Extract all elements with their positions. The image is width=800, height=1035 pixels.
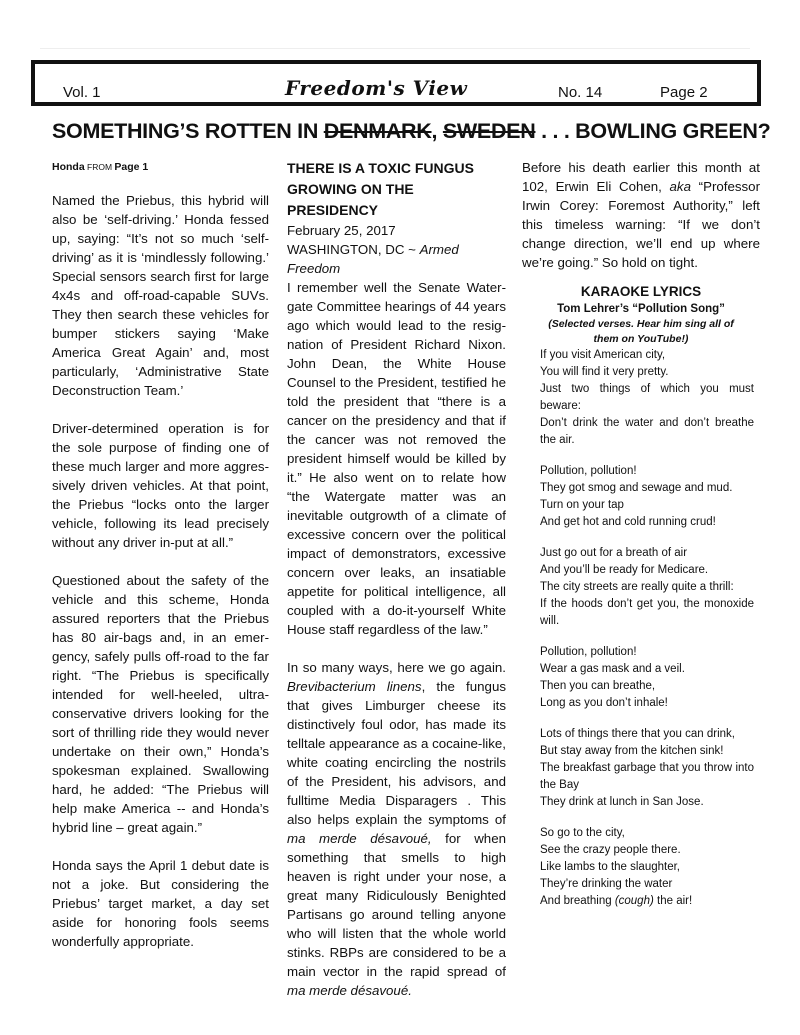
lyrics-stanza <box>540 825 754 910</box>
lyric-line: Long as you don’t inhale! <box>540 697 668 709</box>
lyric-line: And get hot and cold running crud! <box>540 516 716 528</box>
headline-separator: , <box>431 119 443 143</box>
lyric-line: Wear a gas mask and a veil. <box>540 663 685 675</box>
article-date: February 25, 2017 <box>287 223 396 238</box>
lyric-line: If you visit American city, <box>540 349 666 361</box>
lyrics-stanza <box>540 463 754 531</box>
dateline-source: Armed Freedom <box>287 242 459 276</box>
lyric-line: Pollution, pollution! <box>540 465 637 477</box>
article-dateline <box>287 240 506 278</box>
text-run: for when something that smells to high heaven is right under your nose, a great many Ridiculously Benighted Partisans go around telling anyone who will listen that the whole world stinks. RBPs are considered to be a main vector in the rapid spread of <box>287 831 506 979</box>
italic-run: (cough) <box>614 895 654 907</box>
lyric-line: Don’t drink the water and don’t breathe the air. <box>540 417 754 446</box>
italic-run: Brevibacterium linens <box>287 679 422 694</box>
article-paragraph-2 <box>287 658 506 1000</box>
lyric-line: Turn on your tap <box>540 499 624 511</box>
newsletter-title: Freedom's View <box>285 76 468 100</box>
italic-run: ma merde désavoué, <box>287 831 432 846</box>
volume-label: Vol. 1 <box>63 84 101 101</box>
karaoke-header <box>522 282 760 347</box>
kicker-page: Page 1 <box>114 161 149 173</box>
karaoke-title: KARAOKE LYRICS <box>580 284 702 299</box>
column-karaoke <box>522 158 760 924</box>
article-headline: THERE IS A TOXIC FUNGUS GROWING ON THE PRESIDENCY <box>287 160 474 218</box>
lyric-line: They’re drinking the water <box>540 878 673 890</box>
lyrics-stanza <box>540 726 754 811</box>
page-number: Page 2 <box>660 84 708 101</box>
honda-paragraph-1: Named the Priebus, this hybrid will also be ‘self-driving.’ Honda fessed up, saying: “It’s not so much ‘self-driving’ as it is ‘mindlessly following.’ Special sensors search first for large 4x4s and off-road-capable SUVs. They then search these vehicles for bumper stickers saying ‘Make America Great Again’ and, most particularly, ‘Administrative State Deconstruction Team.’ <box>52 193 269 398</box>
honda-paragraph-4: Honda says the April 1 debut date is not a joke. But considering the Priebus’ target market, a day set aside for honoring fools seems wonderfully appropriate. <box>52 858 269 949</box>
text-run: “Professor Irwin Corey: Foremost Authority,” left this timeless warning: “If we don’t change direction, we’ll end up where we’re going.” So hold on tight. <box>522 179 760 270</box>
headline-prefix: SOMETHING’S ROTTEN IN <box>52 119 324 143</box>
lyric-line: So go to the city, <box>540 827 625 839</box>
lyric-line: Lots of things there that you can drink, <box>540 728 735 740</box>
page-headline <box>52 119 772 144</box>
lyric-line: The city streets are really quite a thrill: <box>540 581 734 593</box>
song-note: (Selected verses. Hear him sing all of them on YouTube!) <box>548 318 734 345</box>
lyric-line: Just go out for a breath of air <box>540 547 688 559</box>
text-run: In so many ways, here we go again. <box>287 660 506 675</box>
kicker-subject: Honda <box>52 161 85 173</box>
lyrics <box>522 347 760 910</box>
lyric-line: If the hoods don’t get you, the monoxide will. <box>540 598 754 627</box>
text-run: , the fungus that gives Limburger cheese its distinctively foul odor, has made its telltale appearance as a cocaine-like, white coating encircling the nostrils of the President, his advisors, and fulltime Media Disparagers . This also helps explain the symptoms of <box>287 679 506 827</box>
song-title: Tom Lehrer’s “Pollution Song” <box>557 303 725 315</box>
honda-paragraph-3: Questioned about the safety of the vehicle and this scheme, Honda assured reporters that the Priebus has 80 air-bags and, in an emergency, safely pulls off-road to the far right. “The Priebus is specifically intended for well-heeled, ultra-conservative drivers looking for the sort of thrilling ride they would never undertake on their own,” Honda’s spokesman explained. Swallowing hard, he added: “The Priebus will help make America -- and Honda’s hybrid line – great again.” <box>52 573 269 835</box>
lyric-line: But stay away from the kitchen sink! <box>540 745 724 757</box>
headline-suffix: . . . BOWLING GREEN? <box>535 119 771 143</box>
scan-artifact-line <box>40 48 750 49</box>
lyric-line: Like lambs to the slaughter, <box>540 861 680 873</box>
text-run: the air! <box>653 895 693 907</box>
lyrics-stanza <box>540 347 754 449</box>
kicker-from: FROM <box>84 162 115 172</box>
lyrics-stanza <box>540 644 754 712</box>
headline-struck-denmark: DENMARK <box>323 119 432 143</box>
headline-struck-sweden: SWEDEN <box>442 119 536 143</box>
lyric-line: And you’ll be ready for Medicare. <box>540 564 709 576</box>
lyric-line: Then you can breathe, <box>540 680 656 692</box>
text-run: And breathing <box>540 895 615 907</box>
lyric-line: The breakfast garbage that you throw into the Bay <box>540 762 754 791</box>
italic-run: ma merde désavoué. <box>287 983 412 998</box>
column-fungus-article <box>287 158 506 1019</box>
continued-from-kicker <box>52 158 269 177</box>
masthead <box>31 60 761 106</box>
lyric-line: Just two things of which you must beware: <box>540 383 754 412</box>
article-paragraph-1: I remember well the Senate Watergate Committee hearings of 44 years ago which would lead to the resignation of President Richard Nixon. John Dean, the White House Counsel to the President, testified he told the president that “there is a cancer on the presidency and that if the cancer was not removed the president himself would be killed by it.” He also went on to relate how “the Watergate matter was an inevitable outgrowth of a climate of excessive concern over the political impact of demonstrators, excessive concern over leaks, an insatiable appetite for political intelligence, all coupled with a do-it-yourself White House staff regardless of the law.” <box>287 280 506 637</box>
corey-quote-paragraph <box>522 158 760 272</box>
italic-run: aka <box>669 179 691 194</box>
lyric-line: See the crazy people there. <box>540 844 681 856</box>
honda-paragraph-2: Driver-determined operation is for the sole purpose of finding one of these much larger and more aggressively driven vehicles. At that point, the Priebus “locks onto the larger vehicle, following its lead precisely without any driver in-put at all.” <box>52 421 269 550</box>
lyric-line-final <box>540 893 754 910</box>
issue-number: No. 14 <box>558 84 603 101</box>
lyric-line: You will find it very pretty. <box>540 366 669 378</box>
lyrics-stanza <box>540 545 754 630</box>
dateline-place: WASHINGTON, DC ~ <box>287 242 420 257</box>
column-honda-story <box>52 158 269 970</box>
lyric-line: Pollution, pollution! <box>540 646 637 658</box>
text-run: Before his death earlier this month at 102, Erwin Eli Cohen, <box>522 160 760 194</box>
lyric-line: They drink at lunch in San Jose. <box>540 796 704 808</box>
lyric-line: They got smog and sewage and mud. <box>540 482 733 494</box>
